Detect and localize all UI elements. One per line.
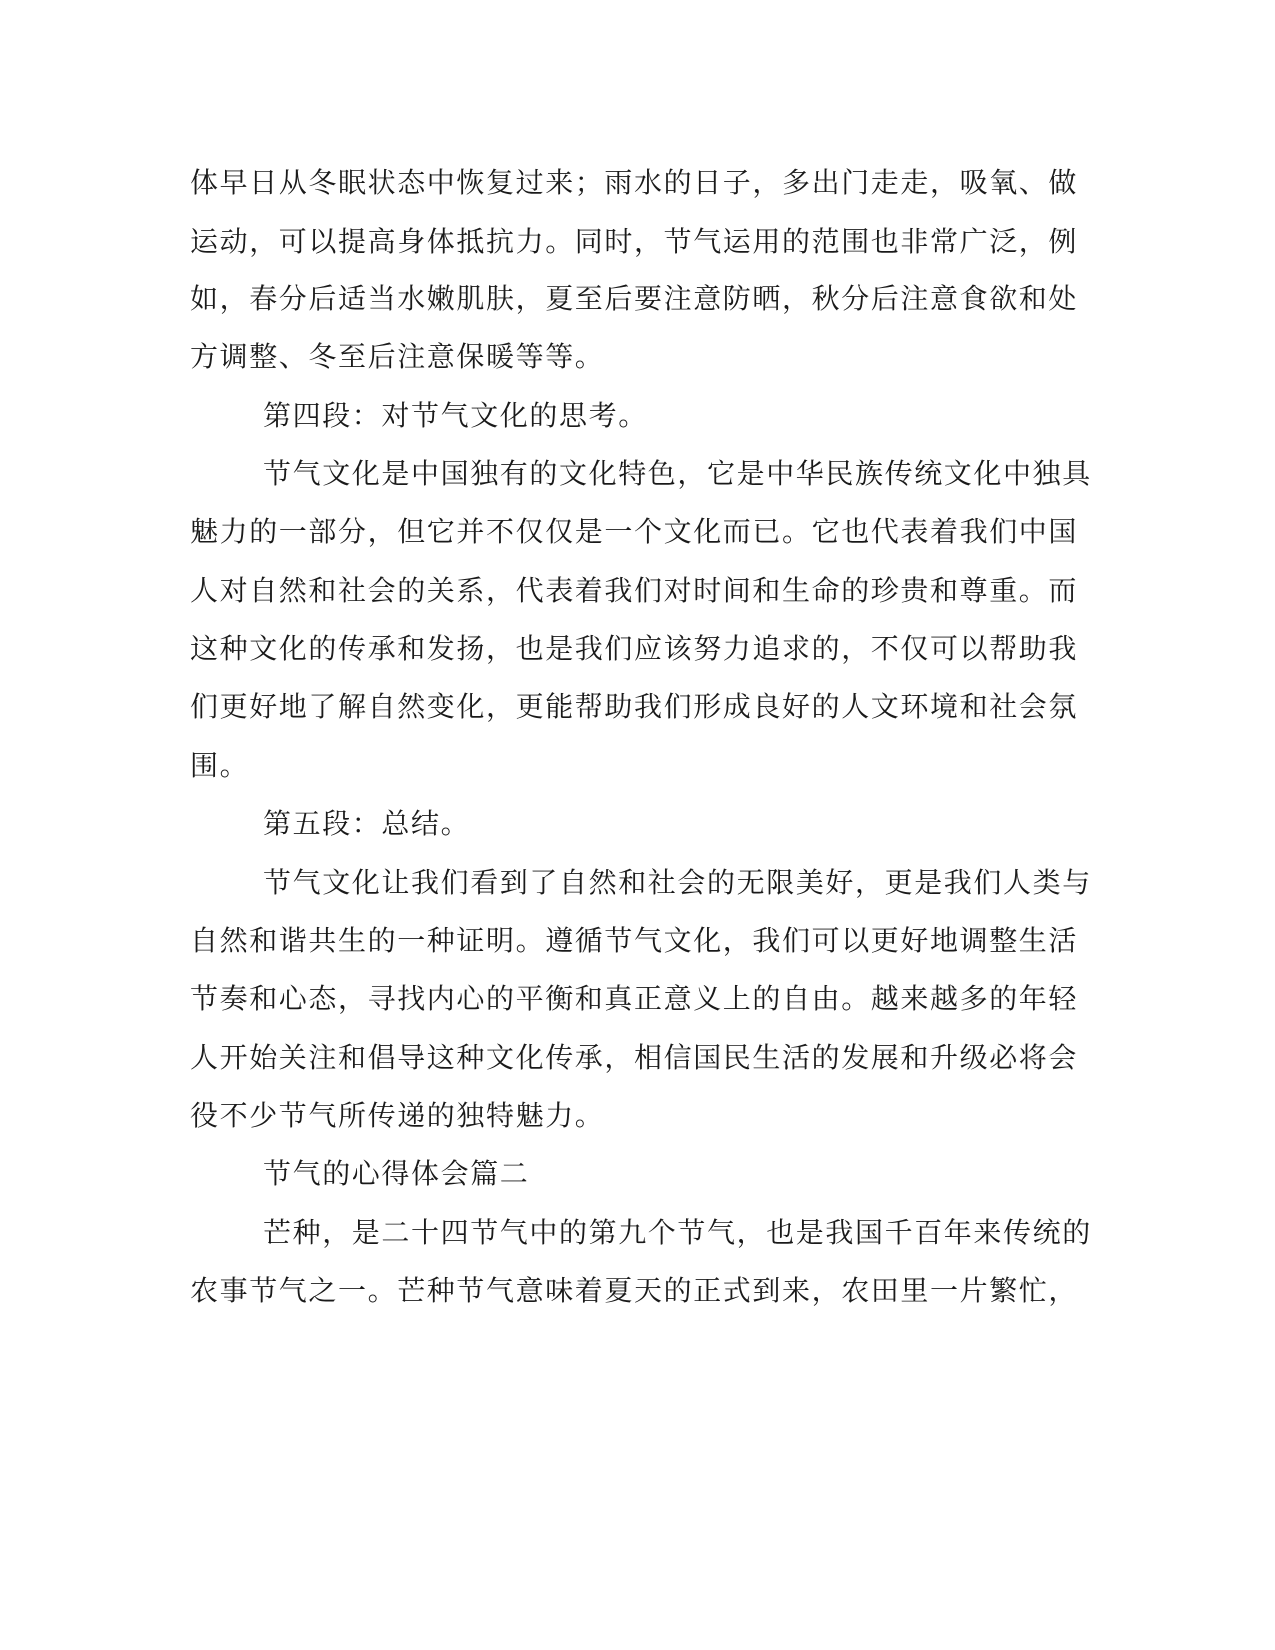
text-line: 们更好地了解自然变化，更能帮助我们形成良好的人文环境和社会氛 — [190, 690, 1079, 723]
text-line: 自然和谐共生的一种证明。遵循节气文化，我们可以更好地调整生活 — [190, 924, 1079, 957]
paragraph-first-line: 节气文化让我们看到了自然和社会的无限美好，更是我们人类与 — [263, 866, 1092, 899]
text-line: 如，春分后适当水嫩肌肤，夏至后要注意防晒，秋分后注意食欲和处 — [190, 282, 1079, 315]
text-line: 这种文化的传承和发扬，也是我们应该努力追求的，不仅可以帮助我 — [190, 632, 1079, 665]
section-heading: 第五段：总结。 — [263, 807, 471, 840]
article-title: 节气的心得体会篇二 — [263, 1157, 530, 1190]
text-line: 农事节气之一。芒种节气意味着夏天的正式到来，农田里一片繁忙， — [190, 1274, 1079, 1307]
text-line: 运动，可以提高身体抵抗力。同时，节气运用的范围也非常广泛，例 — [190, 225, 1079, 258]
text-line: 节奏和心态，寻找内心的平衡和真正意义上的自由。越来越多的年轻 — [190, 982, 1079, 1015]
text-line: 人开始关注和倡导这种文化传承，相信国民生活的发展和升级必将会 — [190, 1041, 1079, 1074]
text-line: 方调整、冬至后注意保暖等等。 — [190, 340, 605, 373]
text-line: 体早日从冬眠状态中恢复过来；雨水的日子，多出门走走，吸氧、做 — [190, 166, 1079, 199]
text-line: 役不少节气所传递的独特魅力。 — [190, 1099, 605, 1132]
text-line: 魅力的一部分，但它并不仅仅是一个文化而已。它也代表着我们中国 — [190, 515, 1079, 548]
text-line: 人对自然和社会的关系，代表着我们对时间和生命的珍贵和尊重。而 — [190, 574, 1079, 607]
paragraph-first-line: 节气文化是中国独有的文化特色，它是中华民族传统文化中独具 — [263, 457, 1092, 490]
text-line: 围。 — [190, 749, 250, 782]
section-heading: 第四段：对节气文化的思考。 — [263, 399, 648, 432]
paragraph-first-line: 芒种，是二十四节气中的第九个节气，也是我国千百年来传统的 — [263, 1216, 1092, 1249]
